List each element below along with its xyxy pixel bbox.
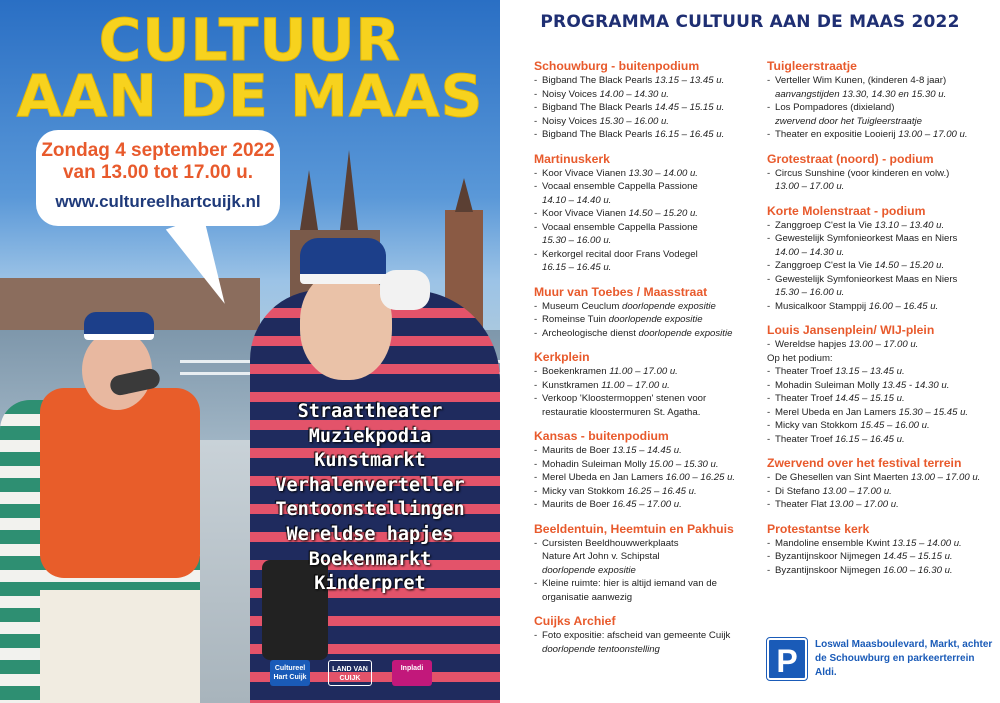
program-item-time: 15.30 – 16.00 u. bbox=[542, 235, 612, 246]
sponsor-logos bbox=[270, 660, 500, 694]
program-item-title: Noisy Voices bbox=[542, 88, 597, 100]
program-item-time: aanvangstijden 13.30, 14.30 en 15.30 u. bbox=[775, 88, 947, 100]
program-section bbox=[534, 151, 754, 275]
program-item bbox=[534, 128, 754, 142]
program-item-title: Noisy Voices bbox=[542, 115, 597, 127]
program-item bbox=[534, 261, 754, 275]
section-heading: Louis Jansenplein/ WIJ-plein bbox=[767, 323, 935, 337]
program-item bbox=[534, 564, 754, 578]
program-item bbox=[534, 74, 754, 88]
activity-item: Wereldse hapjes bbox=[286, 523, 454, 545]
life-vest bbox=[40, 388, 200, 578]
program-item-title: Musicalkoor Stamppij bbox=[775, 300, 867, 312]
program-item bbox=[534, 101, 754, 115]
section-heading: Protestantse kerk bbox=[767, 521, 870, 536]
program-item-title: Merel Ubeda en Jan Lamers bbox=[775, 406, 897, 418]
cultureel-hart-cuijk-logo: Cultureel Hart Cuijk bbox=[270, 660, 310, 686]
program-item-time: 13.00 – 17.00 u. bbox=[775, 181, 845, 192]
program-item bbox=[534, 365, 754, 379]
section-heading: Kansas - buitenpodium bbox=[534, 429, 669, 443]
program-item-title: Zanggroep C'est la Vie bbox=[775, 219, 873, 231]
program-item-title: Gewestelijk Symfonieorkest Maas en Niers bbox=[775, 273, 958, 285]
parking-info bbox=[767, 638, 993, 682]
program-item bbox=[767, 101, 993, 115]
program-item-time: 13.00 – 17.00 u. bbox=[911, 472, 981, 483]
program-item-time: 13.15 – 14.45 u. bbox=[612, 445, 682, 456]
program-item bbox=[534, 167, 754, 181]
program-section bbox=[767, 203, 993, 314]
program-item bbox=[767, 550, 993, 564]
program-item-title: De Ghesellen van Sint Maerten bbox=[775, 472, 909, 483]
program-item-title: Mandoline ensemble Kwint bbox=[775, 537, 890, 549]
program-item bbox=[534, 471, 754, 485]
program-item-title: Di Stefano bbox=[775, 485, 820, 497]
program-item-time: 16.00 – 16.25 u. bbox=[665, 472, 736, 483]
program-item bbox=[534, 313, 754, 327]
program-item-title: Maurits de Boer bbox=[542, 445, 610, 456]
program-item bbox=[767, 433, 993, 447]
program-item bbox=[767, 564, 993, 578]
program-item bbox=[534, 498, 754, 512]
program-item bbox=[767, 471, 993, 485]
program-item bbox=[767, 498, 993, 512]
program-item-time: 16.45 – 17.00 u. bbox=[612, 499, 682, 510]
event-time: van 13.00 tot 17.00 u. bbox=[62, 162, 254, 183]
program-item-time: 13.00 – 17.00 u. bbox=[822, 485, 892, 497]
program-item-time: doorlopende expositie bbox=[542, 564, 636, 576]
program-item-title: Circus Sunshine (voor kinderen en volw.) bbox=[775, 167, 950, 179]
program-item-time: 14.50 – 15.20 u. bbox=[874, 260, 945, 271]
activity-item: Boekenmarkt bbox=[308, 548, 432, 570]
program-item-time: 13.45 - 14.30 u. bbox=[882, 379, 950, 391]
program-item-time: 16.25 – 16.45 u. bbox=[627, 485, 697, 497]
parking-text: Loswal Maasboulevard, Markt, achter de Schouwburg en parkeerterrein Aldi. bbox=[815, 639, 993, 678]
program-item-title: Micky van Stokkom bbox=[775, 420, 858, 431]
section-heading: Beeldentuin, Heemtuin en Pakhuis bbox=[534, 521, 734, 536]
program-item-time: 14.50 – 15.20 u. bbox=[628, 208, 698, 219]
program-item bbox=[767, 128, 993, 142]
program-item bbox=[534, 406, 754, 420]
website-link[interactable]: www.cultureelhartcuijk.nl bbox=[55, 192, 261, 211]
program-item bbox=[534, 234, 754, 248]
program-item bbox=[534, 537, 754, 551]
program-item-title: Byzantijnskoor Nijmegen bbox=[775, 551, 881, 562]
program-item-title: Boekenkramen bbox=[542, 366, 607, 377]
activity-item: Tentoonstellingen bbox=[275, 499, 465, 521]
section-heading: Schouwburg - buitenpodium bbox=[534, 59, 700, 73]
program-item-time: 13.10 – 13.40 u. bbox=[874, 219, 945, 231]
program-section bbox=[534, 58, 754, 142]
program-item bbox=[534, 180, 754, 194]
program-item-title: Wereldse hapjes bbox=[775, 339, 847, 350]
program-section bbox=[534, 428, 754, 512]
program-item bbox=[534, 485, 754, 499]
program-item-time: 14.45 – 15.15 u. bbox=[654, 102, 725, 113]
person-right-head bbox=[300, 270, 392, 380]
program-item bbox=[534, 327, 754, 341]
program-item bbox=[767, 273, 993, 287]
section-heading: Korte Molenstraat - podium bbox=[767, 203, 926, 218]
section-heading: Martinuskerk bbox=[534, 151, 610, 166]
program-item-title: Kunstkramen bbox=[542, 379, 599, 391]
program-item-time: 14.45 – 15.15 u. bbox=[883, 551, 953, 562]
program-item-title: Mohadin Suleiman Molly bbox=[775, 379, 880, 391]
church-spire bbox=[340, 150, 358, 230]
section-heading: Cuijks Archief bbox=[534, 614, 616, 628]
section-heading: Zwervend over het festival terrein bbox=[767, 456, 962, 470]
program-item bbox=[534, 629, 754, 643]
program-item bbox=[534, 248, 754, 262]
program-item bbox=[767, 537, 993, 551]
program-section bbox=[767, 322, 993, 446]
program-item bbox=[534, 577, 754, 591]
speech-bubble bbox=[36, 130, 280, 226]
program-item-title: Maurits de Boer bbox=[542, 499, 610, 510]
section-heading: Tuigleerstraatje bbox=[767, 59, 857, 73]
program-item-title: organisatie aanwezig bbox=[542, 591, 633, 603]
program-item-title: Museum Ceuclum bbox=[542, 300, 620, 312]
program-item-title: Micky van Stokkom bbox=[542, 485, 625, 497]
activity-item: Muziekpodia bbox=[308, 425, 432, 447]
program-item-title: Theater Flat bbox=[775, 499, 827, 510]
program-item-title: Vocaal ensemble Cappella Passione bbox=[542, 221, 698, 233]
program-item bbox=[534, 591, 754, 605]
program-section bbox=[767, 58, 993, 142]
program-item-title: Bigband The Black Pearls bbox=[542, 75, 653, 86]
program-item-time: 16.00 – 16.30 u. bbox=[883, 564, 953, 576]
program-item-time: 15.30 – 15.45 u. bbox=[898, 406, 969, 418]
program-item-title: Theater en expositie Looierij bbox=[775, 129, 896, 140]
program-item-time: 13.15 – 14.00 u. bbox=[892, 537, 962, 549]
program-item bbox=[767, 74, 993, 88]
program-item-time: 13.00 – 17.00 u. bbox=[829, 499, 899, 510]
program-item bbox=[767, 180, 993, 194]
program-item-title: Zanggroep C'est la Vie bbox=[775, 260, 873, 271]
program-item-time: 16.00 – 16.45 u. bbox=[868, 300, 939, 312]
program-section bbox=[534, 613, 754, 656]
program-item bbox=[767, 88, 993, 102]
program-item-title: Koor Vivace Vianen bbox=[542, 208, 626, 219]
church-spire bbox=[300, 170, 318, 230]
program-page bbox=[500, 0, 1000, 703]
program-item-title: Cursisten Beeldhouwwerkplaats bbox=[542, 537, 679, 549]
program-item bbox=[767, 419, 993, 433]
saluting-hand bbox=[380, 270, 430, 310]
program-item-title: Op het podium: bbox=[767, 352, 833, 364]
program-item-time: 14.00 – 14.30 u. bbox=[775, 246, 845, 258]
program-item-title: Nature Art John v. Schipstal bbox=[542, 551, 660, 562]
program-item-title: restauratie kloostermuren St. Agatha. bbox=[542, 406, 701, 418]
program-item bbox=[534, 379, 754, 393]
poster-title-line1: CULTUUR bbox=[98, 6, 402, 74]
program-column-left bbox=[534, 58, 754, 665]
program-item-time: 15.45 – 16.00 u. bbox=[860, 420, 930, 431]
program-item-time: zwervend door het Tuigleerstraatje bbox=[775, 115, 923, 127]
program-item-time: 13.15 – 13.45 u. bbox=[835, 366, 905, 377]
program-item bbox=[767, 352, 993, 366]
program-item-time: 13.30 – 14.00 u. bbox=[628, 167, 698, 179]
activity-item: Kunstmarkt bbox=[314, 450, 426, 472]
program-item-time: 14.10 – 14.40 u. bbox=[542, 194, 612, 206]
program-item-title: Kerkorgel recital door Frans Vodegel bbox=[542, 248, 698, 260]
program-item-time: 16.15 – 16.45 u. bbox=[654, 129, 725, 140]
program-item bbox=[767, 300, 993, 314]
program-item-time: 16.15 – 16.45 u. bbox=[542, 262, 612, 273]
program-item-time: 15.00 – 15.30 u. bbox=[649, 458, 719, 470]
land-van-cuijk-logo: LAND VAN CUIJK bbox=[328, 660, 372, 686]
program-item bbox=[534, 88, 754, 102]
program-item-time: 13.00 – 17.00 u. bbox=[848, 339, 919, 350]
program-item-title: Gewestelijk Symfonieorkest Maas en Niers bbox=[775, 233, 958, 244]
program-item bbox=[767, 246, 993, 260]
sailor-hat-right bbox=[300, 238, 386, 284]
program-item-time: doorlopende tentoonstelling bbox=[542, 643, 660, 655]
activity-item: Verhalenverteller bbox=[275, 474, 465, 496]
program-item bbox=[767, 232, 993, 246]
program-item bbox=[534, 444, 754, 458]
program-section bbox=[534, 349, 754, 419]
program-item bbox=[534, 207, 754, 221]
program-section bbox=[767, 151, 993, 194]
program-item bbox=[767, 406, 993, 420]
program-item bbox=[767, 167, 993, 181]
program-item-time: 15.30 – 16.00 u. bbox=[775, 287, 845, 298]
program-item-time: 14.00 – 14.30 u. bbox=[599, 88, 669, 100]
program-item-time: 13.15 – 13.45 u. bbox=[654, 75, 725, 86]
program-item-title: Theater Troef bbox=[775, 393, 833, 404]
program-section bbox=[534, 284, 754, 341]
program-item bbox=[534, 643, 754, 657]
program-item-time: 11.00 – 17.00 u. bbox=[601, 379, 670, 391]
program-item bbox=[534, 115, 754, 129]
section-heading: Grotestraat (noord) - podium bbox=[767, 151, 934, 166]
person-left-skirt bbox=[40, 590, 200, 703]
program-item-time: doorlopende expositie bbox=[638, 327, 733, 339]
section-heading: Muur van Toebes / Maasstraat bbox=[534, 284, 708, 299]
program-item-title: Verteller Wim Kunen, (kinderen 4-8 jaar) bbox=[775, 75, 947, 86]
tower-roof bbox=[455, 178, 473, 212]
program-section bbox=[767, 455, 993, 512]
program-item-title: Bigband The Black Pearls bbox=[542, 102, 653, 113]
program-item bbox=[767, 379, 993, 393]
event-date: Zondag 4 september 2022 bbox=[41, 140, 275, 161]
program-item-time: 13.00 – 17.00 u. bbox=[898, 129, 968, 140]
program-item bbox=[767, 338, 993, 352]
program-item-title: Mohadin Suleiman Molly bbox=[542, 458, 647, 470]
program-item-title: Kleine ruimte: hier is altijd iemand van de bbox=[542, 578, 717, 589]
inpladi-logo: Inpladi bbox=[392, 660, 432, 686]
program-item-time: doorlopende expositie bbox=[608, 314, 703, 325]
program-item-time: 14.45 – 15.15 u. bbox=[835, 393, 905, 404]
program-item bbox=[767, 365, 993, 379]
program-item bbox=[767, 286, 993, 300]
program-section bbox=[534, 521, 754, 605]
program-item-title: Koor Vivace Vianen bbox=[542, 167, 626, 179]
program-item-title: Foto expositie: afscheid van gemeente Cuijk bbox=[542, 630, 731, 641]
program-item-title: Merel Ubeda en Jan Lamers bbox=[542, 472, 664, 483]
program-title: PROGRAMMA CULTUUR AAN DE MAAS 2022 bbox=[540, 12, 960, 32]
program-item bbox=[534, 194, 754, 208]
program-item-time: 16.15 – 16.45 u. bbox=[835, 433, 905, 445]
section-heading: Kerkplein bbox=[534, 350, 590, 364]
program-item bbox=[534, 300, 754, 314]
program-item-title: Romeinse Tuin bbox=[542, 314, 606, 325]
activities-list bbox=[240, 400, 500, 597]
program-item bbox=[534, 550, 754, 564]
program-item-time: 15.30 – 16.00 u. bbox=[599, 115, 669, 127]
program-item-title: Vocaal ensemble Cappella Passione bbox=[542, 181, 698, 192]
program-item bbox=[767, 259, 993, 273]
program-item-title: Theater Troef bbox=[775, 366, 833, 377]
program-item-time: doorlopende expositie bbox=[621, 300, 716, 312]
program-item bbox=[534, 221, 754, 235]
program-item-title: Byzantijnskoor Nijmegen bbox=[775, 564, 881, 576]
program-item-title: Los Pompadores (dixieland) bbox=[775, 102, 895, 113]
program-item-title: Verkoop 'Kloostermoppen' stenen voor bbox=[542, 393, 707, 404]
sailor-hat-left bbox=[84, 312, 154, 340]
program-item-title: Archeologische dienst bbox=[542, 327, 636, 339]
program-item bbox=[534, 392, 754, 406]
program-item-time: 11.00 – 17.00 u. bbox=[609, 366, 678, 377]
program-column-right bbox=[767, 58, 993, 586]
program-item bbox=[767, 485, 993, 499]
program-item bbox=[767, 392, 993, 406]
program-item-title: Bigband The Black Pearls bbox=[542, 129, 653, 140]
program-item-title: Theater Troef bbox=[775, 433, 833, 445]
program-item bbox=[767, 115, 993, 129]
activity-item: Straattheater bbox=[297, 401, 443, 422]
program-section bbox=[767, 521, 993, 578]
program-item bbox=[767, 219, 993, 233]
poster-title-line2: AAN DE MAAS bbox=[16, 62, 484, 130]
program-item bbox=[534, 458, 754, 472]
parking-icon: P bbox=[767, 638, 807, 680]
activity-item: Kinderpret bbox=[314, 573, 426, 595]
